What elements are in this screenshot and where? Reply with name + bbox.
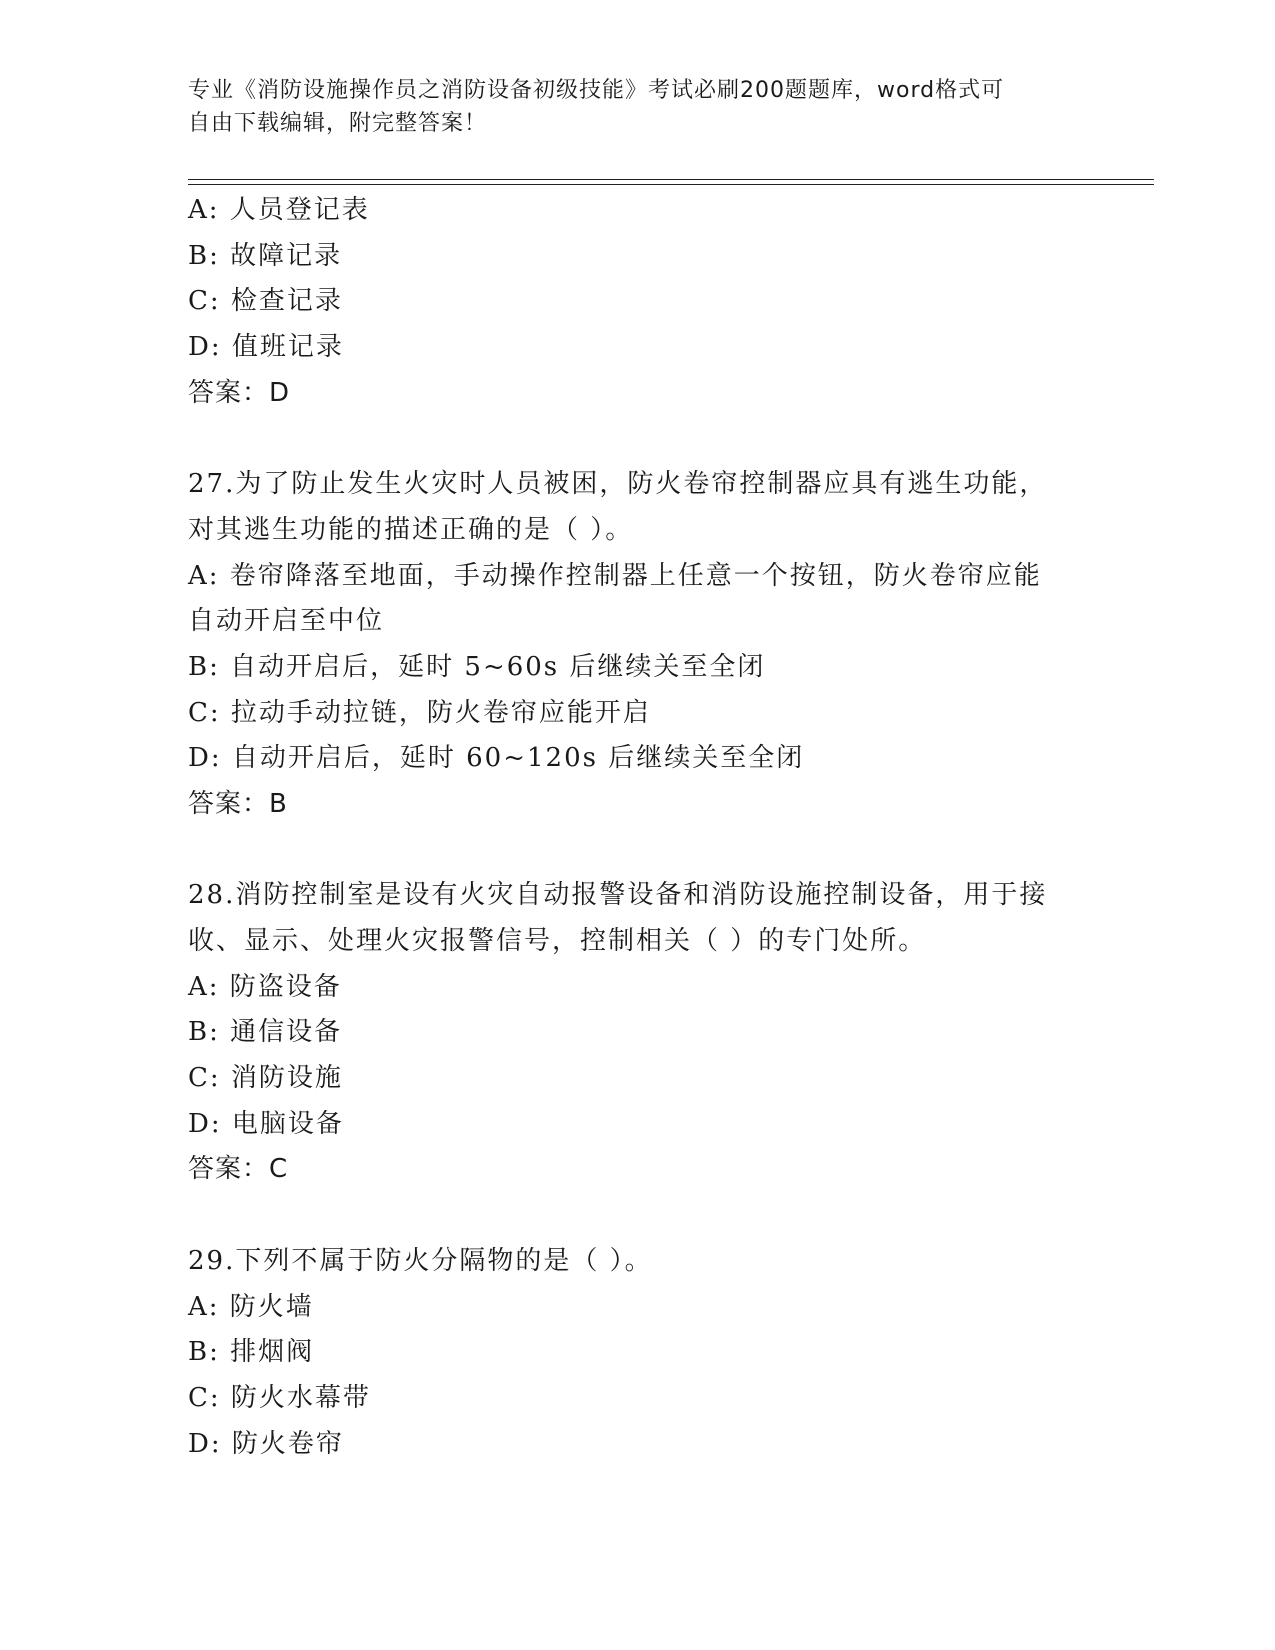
option-b: B: 故障记录 xyxy=(188,240,343,271)
question-list xyxy=(188,188,1088,1467)
answer: 答案：B xyxy=(188,788,288,819)
option-d: D: 电脑设备 xyxy=(188,1108,344,1139)
question-stem-line-2: 对其逃生功能的描述正确的是（ ）。 xyxy=(188,514,634,545)
option-a-continued: 自动开启至中位 xyxy=(188,606,385,637)
option-c: C: 消防设施 xyxy=(188,1063,343,1094)
question-stem-line-1: 28.消防控制室是设有火灾自动报警设备和消防设施控制设备，用于接 xyxy=(188,880,1048,911)
header-line-1: 专业《消防设施操作员之消防设备初级技能》考试必刷200题题库，word格式可 xyxy=(188,78,1005,103)
question-stem-line-2: 收、显示、处理火灾报警信号，控制相关（ ）的专门处所。 xyxy=(188,926,927,956)
option-a: A: 防火墙 xyxy=(188,1291,314,1322)
question-29 xyxy=(188,1239,1088,1467)
answer: 答案：C xyxy=(188,1154,289,1185)
option-d: D: 防火卷帘 xyxy=(188,1428,344,1459)
option-b: B: 自动开启后，延时 5~60s 后继续关至全闭 xyxy=(188,651,766,682)
option-a: A: 防盗设备 xyxy=(188,971,342,1002)
option-d: D: 自动开启后，延时 60~120s 后继续关至全闭 xyxy=(188,743,805,774)
question-stem-line-1: 29.下列不属于防火分隔物的是（ ）。 xyxy=(188,1245,653,1276)
question-stem-line-1: 27.为了防止发生火灾时人员被困，防火卷帘控制器应具有逃生功能， xyxy=(188,469,1048,500)
document-header xyxy=(188,74,1088,140)
question-28 xyxy=(188,873,1088,1193)
option-a: A: 卷帘降落至地面，手动操作控制器上任意一个按钮，防火卷帘应能 xyxy=(188,560,1042,591)
option-c: C: 防火水幕带 xyxy=(188,1382,371,1413)
option-a: A: 人员登记表 xyxy=(188,195,370,225)
question-26 xyxy=(188,188,1088,416)
question-27 xyxy=(188,462,1088,828)
answer: 答案：D xyxy=(188,377,291,408)
option-b: B: 排烟阀 xyxy=(188,1337,315,1368)
option-c: C: 检查记录 xyxy=(188,286,343,317)
header-rule-bottom xyxy=(188,184,1154,185)
option-b: B: 通信设备 xyxy=(188,1017,343,1048)
header-rule-top xyxy=(188,179,1154,180)
header-line-2: 自由下载编辑，附完整答案！ xyxy=(188,111,488,136)
option-d: D: 值班记录 xyxy=(188,332,344,363)
option-c: C: 拉动手动拉链，防火卷帘应能开启 xyxy=(188,697,651,728)
